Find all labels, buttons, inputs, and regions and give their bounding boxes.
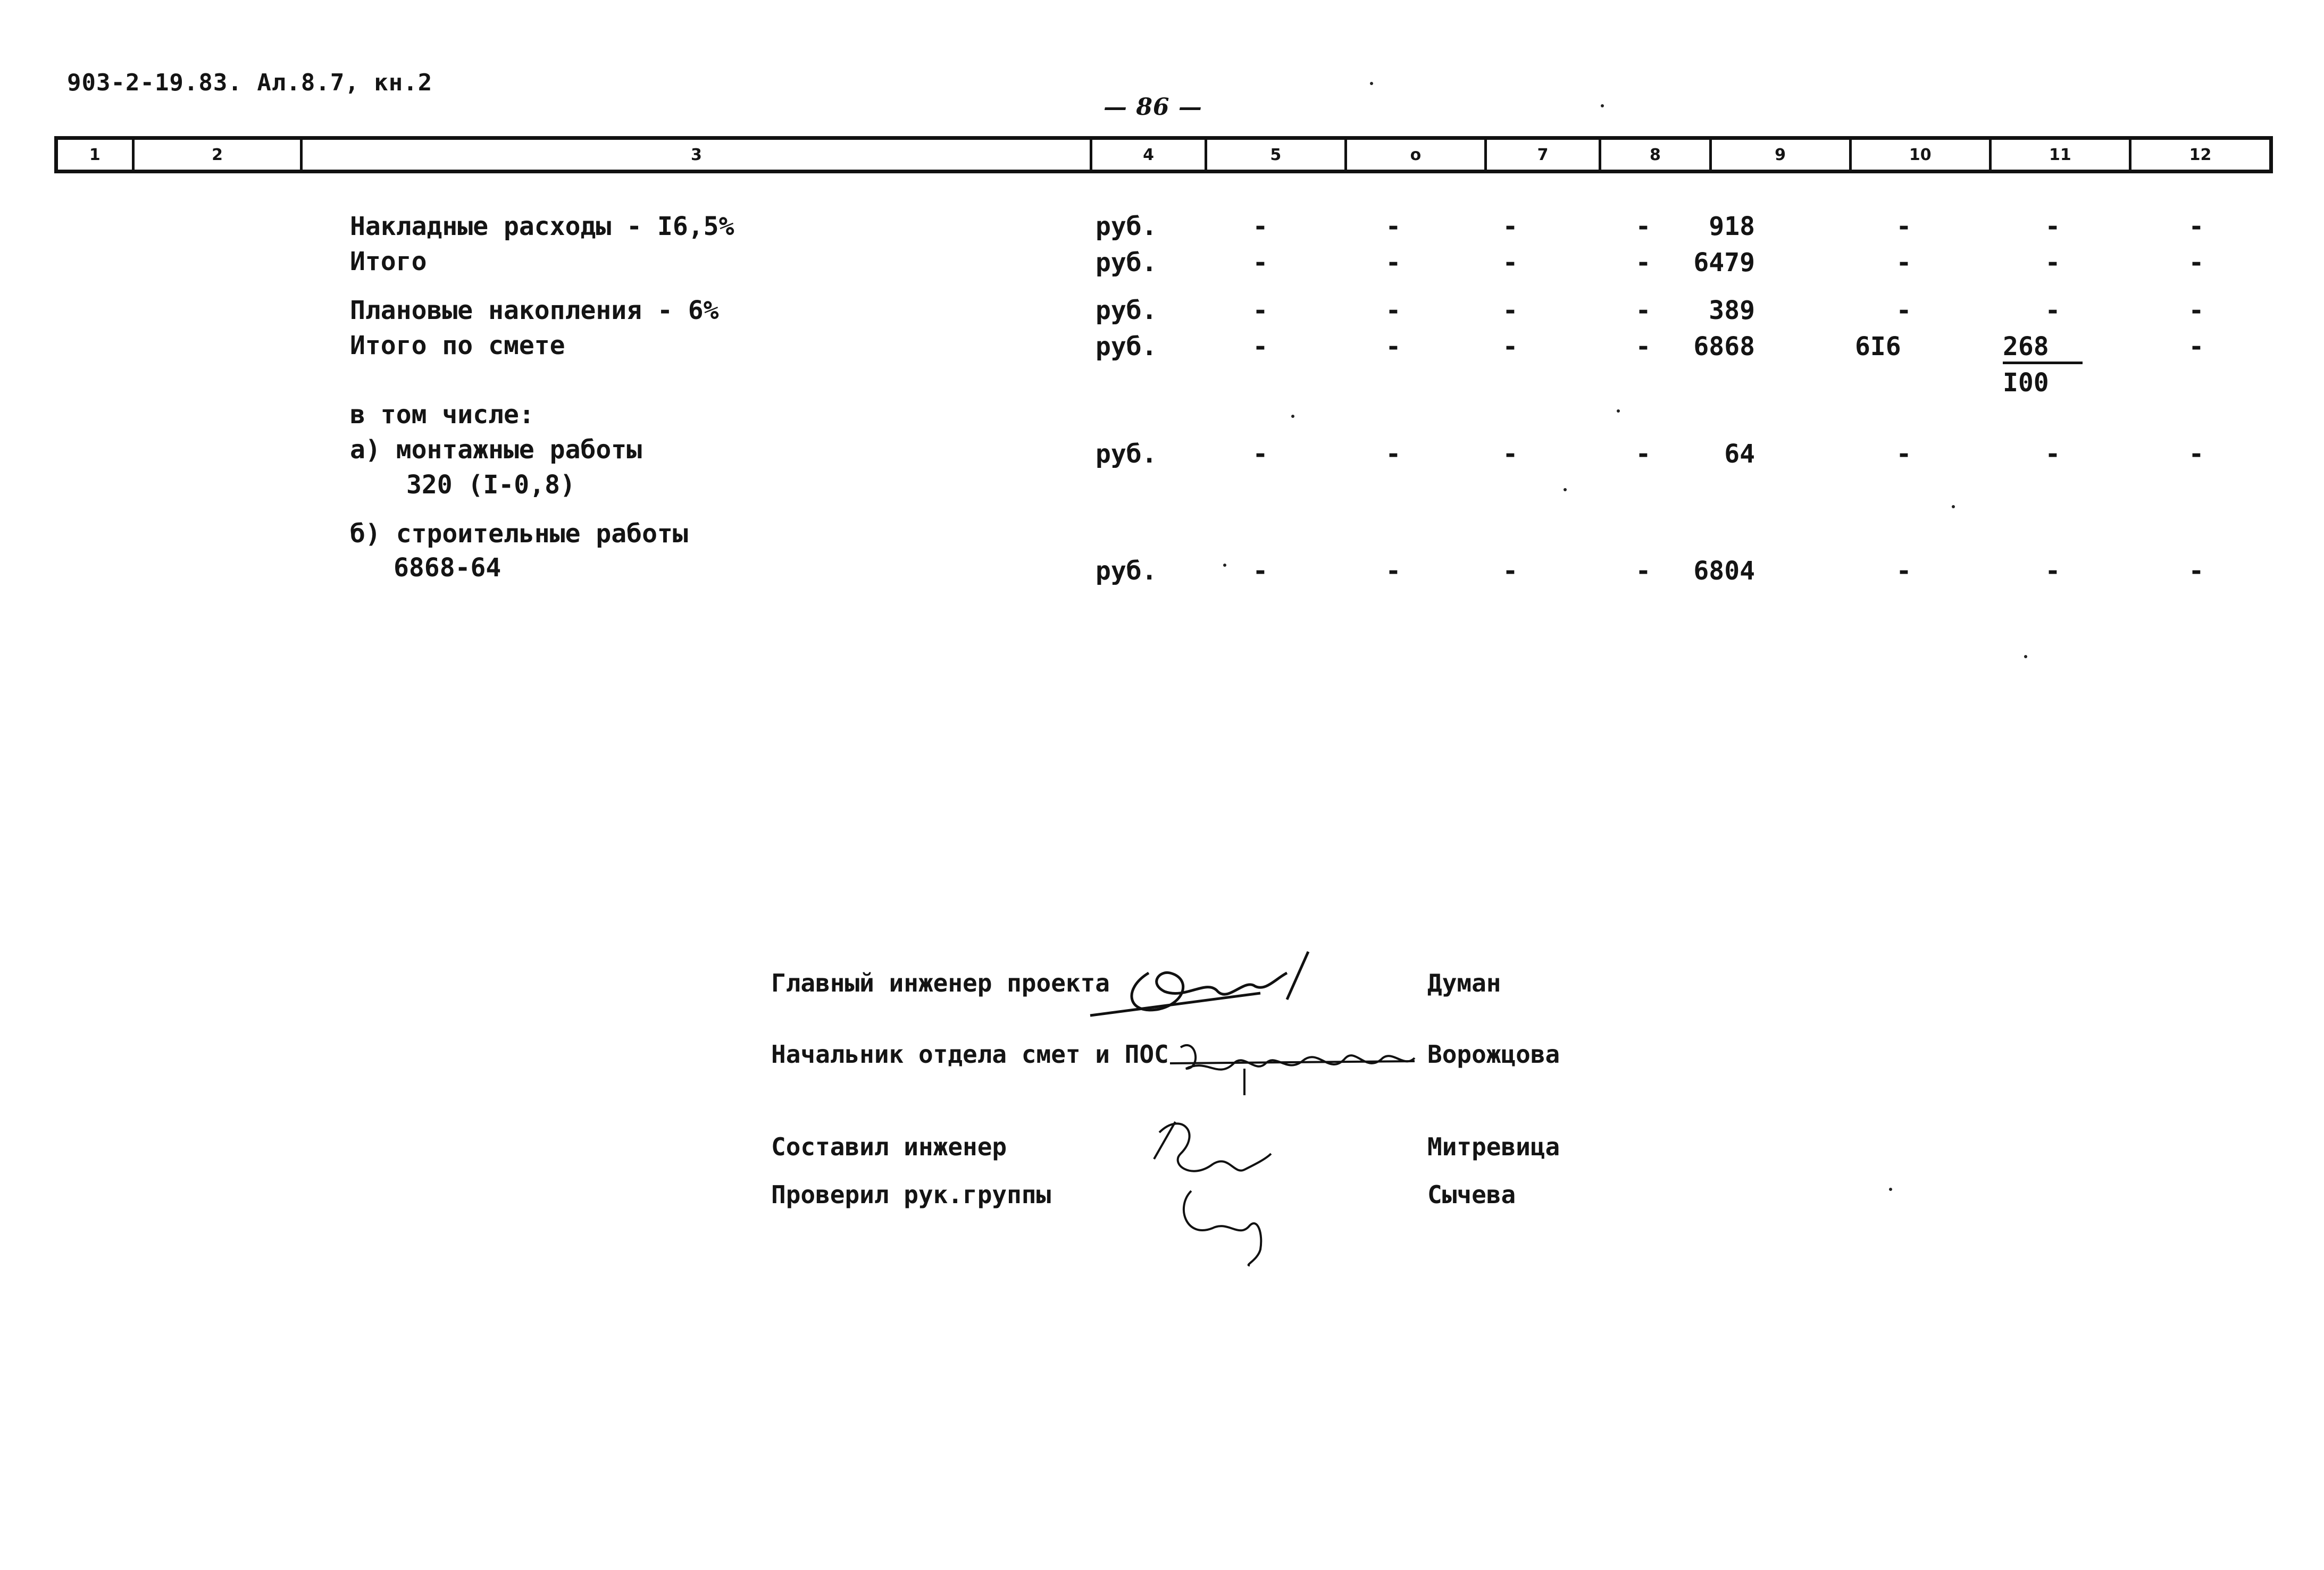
signature-name: Ворожцова <box>1427 1040 1560 1069</box>
unit: руб. <box>1096 332 1157 362</box>
row-label: Итого по смете <box>350 331 565 360</box>
cell-9: 389 <box>1709 296 1755 325</box>
column-header-bar <box>54 136 2273 173</box>
cell-7: - <box>1502 296 1518 325</box>
cell-8: - <box>1635 248 1651 278</box>
cell-10: - <box>1896 296 1912 325</box>
cell-5: - <box>1252 556 1268 586</box>
cell-12: - <box>2188 248 2204 278</box>
cell-8: - <box>1635 556 1651 586</box>
cell-9: 918 <box>1709 212 1755 241</box>
cell-9: 6804 <box>1693 556 1755 586</box>
row-formula: 6868-64 <box>394 553 501 583</box>
cell-11: - <box>2045 212 2061 241</box>
cell-8: - <box>1635 439 1651 469</box>
row-label: Плановые накопления - 6% <box>350 296 719 325</box>
cell-10: - <box>1896 248 1912 278</box>
cell-5: - <box>1252 332 1268 362</box>
cell-9: 64 <box>1724 439 1755 469</box>
unit: руб. <box>1096 212 1157 241</box>
cell-10: 6I6 <box>1855 332 1901 362</box>
cell-5: - <box>1252 212 1268 241</box>
cell-12: - <box>2188 439 2204 469</box>
cell-12: - <box>2188 332 2204 362</box>
cell-6: - <box>1385 248 1401 278</box>
column-header: 5 <box>1207 140 1347 170</box>
cell-7: - <box>1502 439 1518 469</box>
signature-role: Проверил рук.группы <box>771 1180 1051 1209</box>
cell-5: - <box>1252 439 1268 469</box>
cell-6: - <box>1385 556 1401 586</box>
signature-role: Главный инженер проекта <box>771 969 1110 997</box>
column-header: 3 <box>303 140 1092 170</box>
unit: руб. <box>1096 248 1157 278</box>
cell-12: - <box>2188 212 2204 241</box>
cell-5: - <box>1252 248 1268 278</box>
row-formula: 320 (I-0,8) <box>406 470 575 500</box>
cell-8: - <box>1635 212 1651 241</box>
cell-11: - <box>2045 296 2061 325</box>
column-header: 10 <box>1852 140 1992 170</box>
cell-11: - <box>2045 439 2061 469</box>
including-heading: в том числе: <box>350 400 534 430</box>
column-header: 9 <box>1712 140 1852 170</box>
cell-10: - <box>1896 556 1912 586</box>
cell-9: 6868 <box>1693 332 1755 362</box>
cell-6: - <box>1385 296 1401 325</box>
unit: руб. <box>1096 556 1157 586</box>
cell-7: - <box>1502 212 1518 241</box>
cell-7: - <box>1502 332 1518 362</box>
column-header: 7 <box>1487 140 1601 170</box>
cell-11: - <box>2045 556 2061 586</box>
handwritten-signature-2 <box>1165 1026 1431 1101</box>
cell-8: - <box>1635 332 1651 362</box>
signature-role: Составил инженер <box>771 1132 1007 1161</box>
cell-6: - <box>1385 439 1401 469</box>
cell-11-denominator: I00 <box>2003 368 2049 398</box>
column-header: 12 <box>2189 145 2212 164</box>
column-header: 4 <box>1092 140 1207 170</box>
cell-11: - <box>2045 248 2061 278</box>
cell-10: - <box>1896 439 1912 469</box>
column-header: o <box>1347 140 1487 170</box>
cell-7: - <box>1502 556 1518 586</box>
column-header: 11 <box>1992 140 2131 170</box>
signature-name: Сычева <box>1427 1180 1516 1209</box>
cell-5: - <box>1252 296 1268 325</box>
signature-name: Митревица <box>1427 1132 1560 1161</box>
cell-8: - <box>1635 296 1651 325</box>
row-label: б) строительные работы <box>350 519 688 549</box>
column-header: 2 <box>135 140 303 170</box>
unit: руб. <box>1096 296 1157 325</box>
row-label: Итого <box>350 247 427 276</box>
cell-9: 6479 <box>1693 248 1755 278</box>
cell-12: - <box>2188 556 2204 586</box>
cell-6: - <box>1385 332 1401 362</box>
unit: руб. <box>1096 439 1157 469</box>
handwritten-signature-1 <box>1085 941 1383 1026</box>
cell-10: - <box>1896 212 1912 241</box>
document-code: 903-2-19.83. Ал.8.7, кн.2 <box>67 69 433 96</box>
cell-6: - <box>1385 212 1401 241</box>
signature-role: Начальник отдела смет и ПОС <box>771 1040 1169 1069</box>
column-header: 1 <box>58 140 135 170</box>
cell-12: - <box>2188 296 2204 325</box>
handwritten-signature-3 <box>1138 1111 1287 1271</box>
column-header: 8 <box>1601 140 1711 170</box>
cell-7: - <box>1502 248 1518 278</box>
row-label: Накладные расходы - I6,5% <box>350 212 734 241</box>
row-label: а) монтажные работы <box>350 435 642 465</box>
page-number: — 86 — <box>1104 94 1202 121</box>
signature-name: Думан <box>1427 969 1501 997</box>
cell-11-numerator: 268 <box>2003 332 2083 364</box>
